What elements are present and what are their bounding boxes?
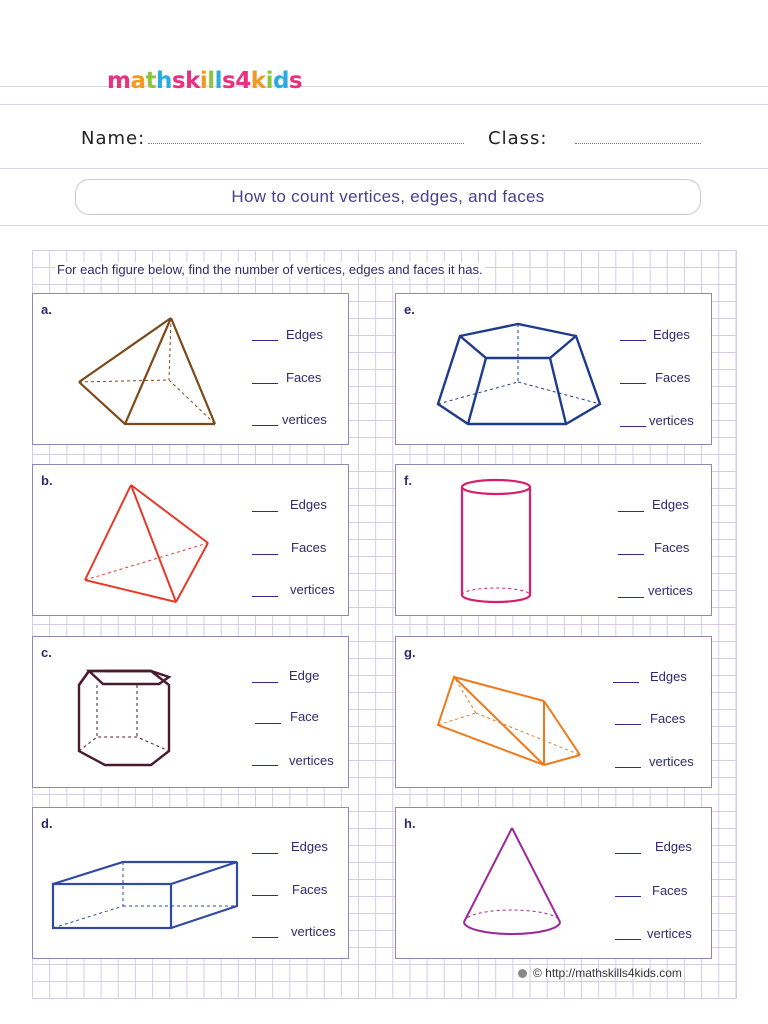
instruction-text: For each figure below, find the number of vertices, edges and faces it has. [57, 262, 483, 277]
top-rule-2 [0, 104, 768, 105]
edge-answer-blank[interactable] [252, 682, 278, 683]
logo-letter: l [207, 68, 215, 94]
vertices-label: vertices [649, 754, 694, 769]
figure-card-b [32, 464, 349, 616]
figure-card-d [32, 807, 349, 959]
logo-letter: s [171, 68, 186, 94]
faces-label: Faces [655, 370, 691, 385]
figure-letter: g. [404, 645, 416, 660]
logo-letter: l [214, 68, 223, 94]
edges-label: Edges [655, 839, 692, 854]
footer [518, 966, 682, 980]
logo-letter: h [156, 68, 172, 94]
faces-label: Faces [291, 540, 327, 555]
face-label: Face [290, 709, 319, 724]
figure-letter: b. [41, 473, 53, 488]
title-box [75, 179, 701, 215]
name-line [148, 143, 464, 144]
figure-card-c [32, 636, 349, 788]
faces-label: Faces [650, 711, 686, 726]
vertices-answer-blank[interactable] [252, 937, 278, 938]
vertices-answer-blank[interactable] [252, 425, 278, 426]
faces-answer-blank[interactable] [252, 383, 278, 384]
logo-letter: s [222, 68, 236, 94]
figure-letter: e. [404, 302, 415, 317]
logo-letter: s [288, 68, 303, 94]
edges-label: Edges [653, 327, 690, 342]
logo-letter: m [107, 68, 131, 94]
mid-rule [0, 168, 768, 169]
vertices-answer-blank[interactable] [620, 426, 646, 427]
faces-label: Faces [286, 370, 322, 385]
vertices-answer-blank[interactable] [252, 596, 278, 597]
faces-answer-blank[interactable] [615, 896, 641, 897]
logo-letter: i [199, 68, 208, 94]
edges-label: Edges [652, 497, 689, 512]
vertices-label: vertices [290, 582, 335, 597]
figure-card-a [32, 293, 349, 445]
faces-answer-blank[interactable] [252, 895, 278, 896]
logo-letter: k [250, 68, 266, 94]
edges-label: Edges [286, 327, 323, 342]
figure-card-g [395, 636, 712, 788]
edges-answer-blank[interactable] [613, 682, 639, 683]
gear-icon [518, 969, 527, 978]
edges-answer-blank[interactable] [620, 340, 646, 341]
edge-label: Edge [289, 668, 320, 683]
figure-letter: f. [404, 473, 412, 488]
edges-answer-blank[interactable] [252, 511, 278, 512]
vertices-label: vertices [647, 926, 692, 941]
faces-label: Faces [654, 540, 690, 555]
edges-answer-blank[interactable] [615, 853, 641, 854]
class-line [575, 143, 701, 144]
logo-letter: k [185, 68, 200, 94]
vertices-label: vertices [648, 583, 693, 598]
faces-answer-blank[interactable] [615, 724, 641, 725]
edges-answer-blank[interactable] [618, 511, 644, 512]
vertices-label: vertices [291, 924, 336, 939]
vertices-label: vertices [649, 413, 694, 428]
faces-answer-blank[interactable] [252, 554, 278, 555]
figure-card-e [395, 293, 712, 445]
logo-letter: i [265, 68, 273, 94]
edges-answer-blank[interactable] [252, 340, 278, 341]
class-label: Class: [488, 128, 548, 149]
brand-logo [107, 68, 302, 94]
faces-label: Faces [652, 883, 688, 898]
vertices-answer-blank[interactable] [615, 939, 641, 940]
logo-letter: d [272, 68, 289, 94]
vertices-label: vertices [282, 412, 327, 427]
logo-letter: t [145, 68, 156, 94]
figure-card-h [395, 807, 712, 959]
figure-letter: c. [41, 645, 52, 660]
faces-answer-blank[interactable] [618, 554, 644, 555]
edges-answer-blank[interactable] [252, 853, 278, 854]
footer-link[interactable]: © http://mathskills4kids.com [533, 966, 682, 980]
vertices-answer-blank[interactable] [615, 767, 641, 768]
vertices-answer-blank[interactable] [252, 765, 278, 766]
figure-letter: h. [404, 816, 416, 831]
faces-label: Faces [292, 882, 328, 897]
vertices-label: vertices [289, 753, 334, 768]
faces-answer-blank[interactable] [620, 383, 646, 384]
worksheet-title: How to count vertices, edges, and faces [231, 187, 545, 206]
logo-letter: 4 [235, 68, 251, 94]
edges-label: Edges [291, 839, 328, 854]
edges-label: Edges [290, 497, 327, 512]
figure-letter: a. [41, 302, 52, 317]
figure-letter: d. [41, 816, 53, 831]
face-answer-blank[interactable] [255, 723, 281, 724]
edges-label: Edges [650, 669, 687, 684]
vertices-answer-blank[interactable] [618, 597, 644, 598]
figure-card-f [395, 464, 712, 616]
name-label: Name: [81, 128, 146, 149]
logo-letter: a [130, 68, 146, 94]
mid-rule-2 [0, 225, 768, 226]
